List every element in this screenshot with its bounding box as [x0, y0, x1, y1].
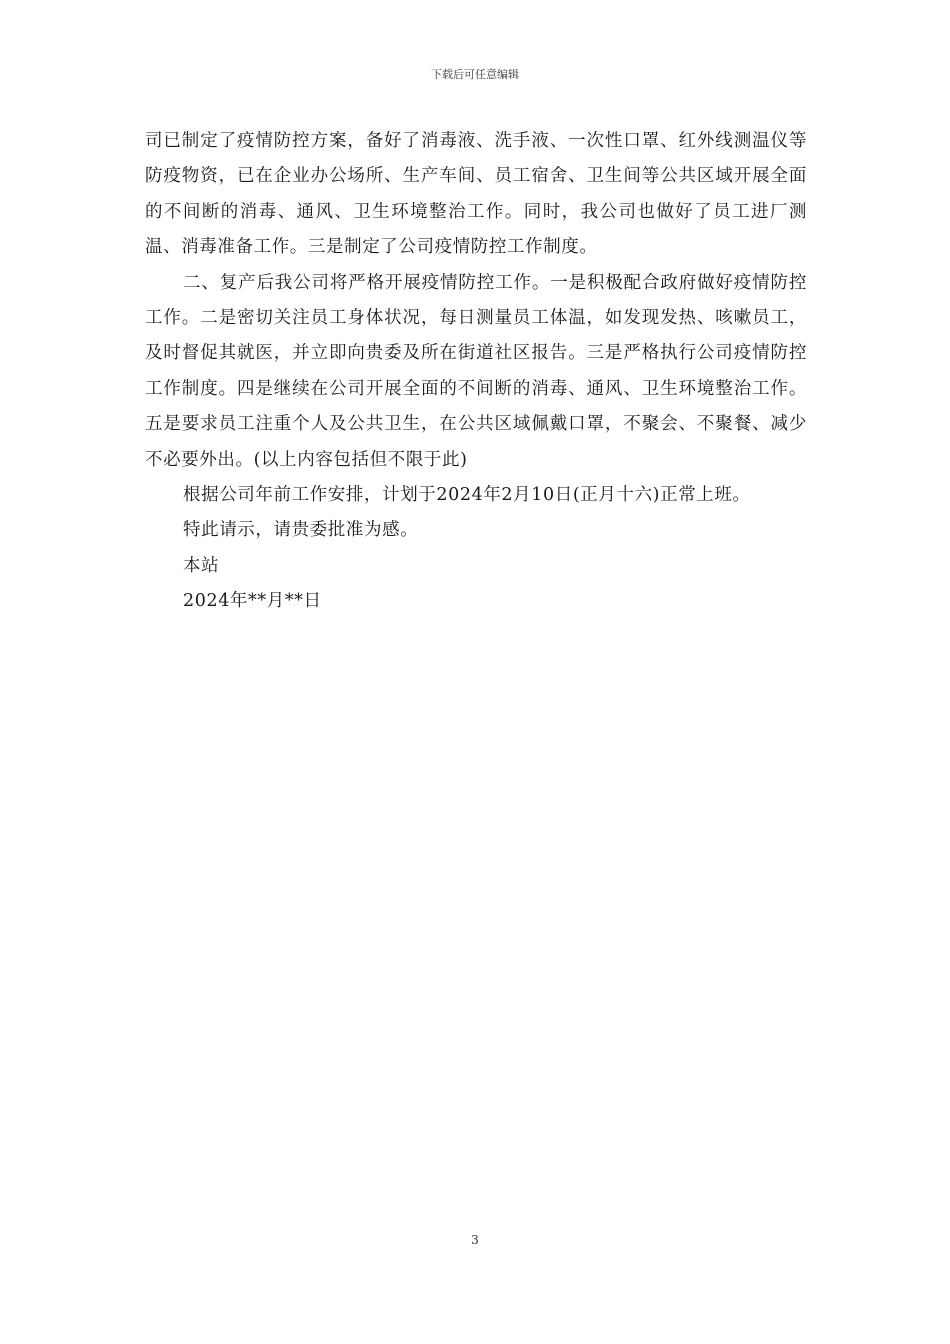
paragraph-work-schedule: 根据公司年前工作安排，计划于2024年2月10日(正月十六)正常上班。 [183, 485, 751, 506]
page-number: 3 [471, 1233, 479, 1247]
document-body [145, 124, 807, 620]
paragraph-resumption-measures: 二、复产后我公司将严格开展疫情防控工作。一是积极配合政府做好疫情防控工作。二是密切关注员工身体状况，每日测量员工体温，如发现发热、咳嗽员工，及时督促其就医，并立即向贵委及所在街道社区报告。三是严格执行公司疫情防控工作制度。四是继续在公司开展全面的不间断的消毒、通风、卫生环境整治工作。五是要求员工注重个人及公共卫生，在公共区域佩戴口罩，不聚会、不聚餐、减少不必要外出。(以上内容包括但不限于此) [145, 272, 807, 470]
paragraph-continuation: 司已制定了疫情防控方案，备好了消毒液、洗手液、一次性口罩、红外线测温仪等防疫物资，已在企业办公场所、生产车间、员工宿舍、卫生间等公共区域开展全面的不间断的消毒、通风、卫生环境整治工作。同时，我公司也做好了员工进厂测温、消毒准备工作。三是制定了公司疫情防控工作制度。 [145, 131, 807, 258]
signature-date: 2024年**月**日 [183, 591, 322, 612]
paragraph-request-closing: 特此请示，请贵委批准为感。 [183, 520, 419, 541]
header-note: 下载后可任意编辑 [431, 68, 519, 81]
signature-org: 本站 [183, 555, 220, 576]
